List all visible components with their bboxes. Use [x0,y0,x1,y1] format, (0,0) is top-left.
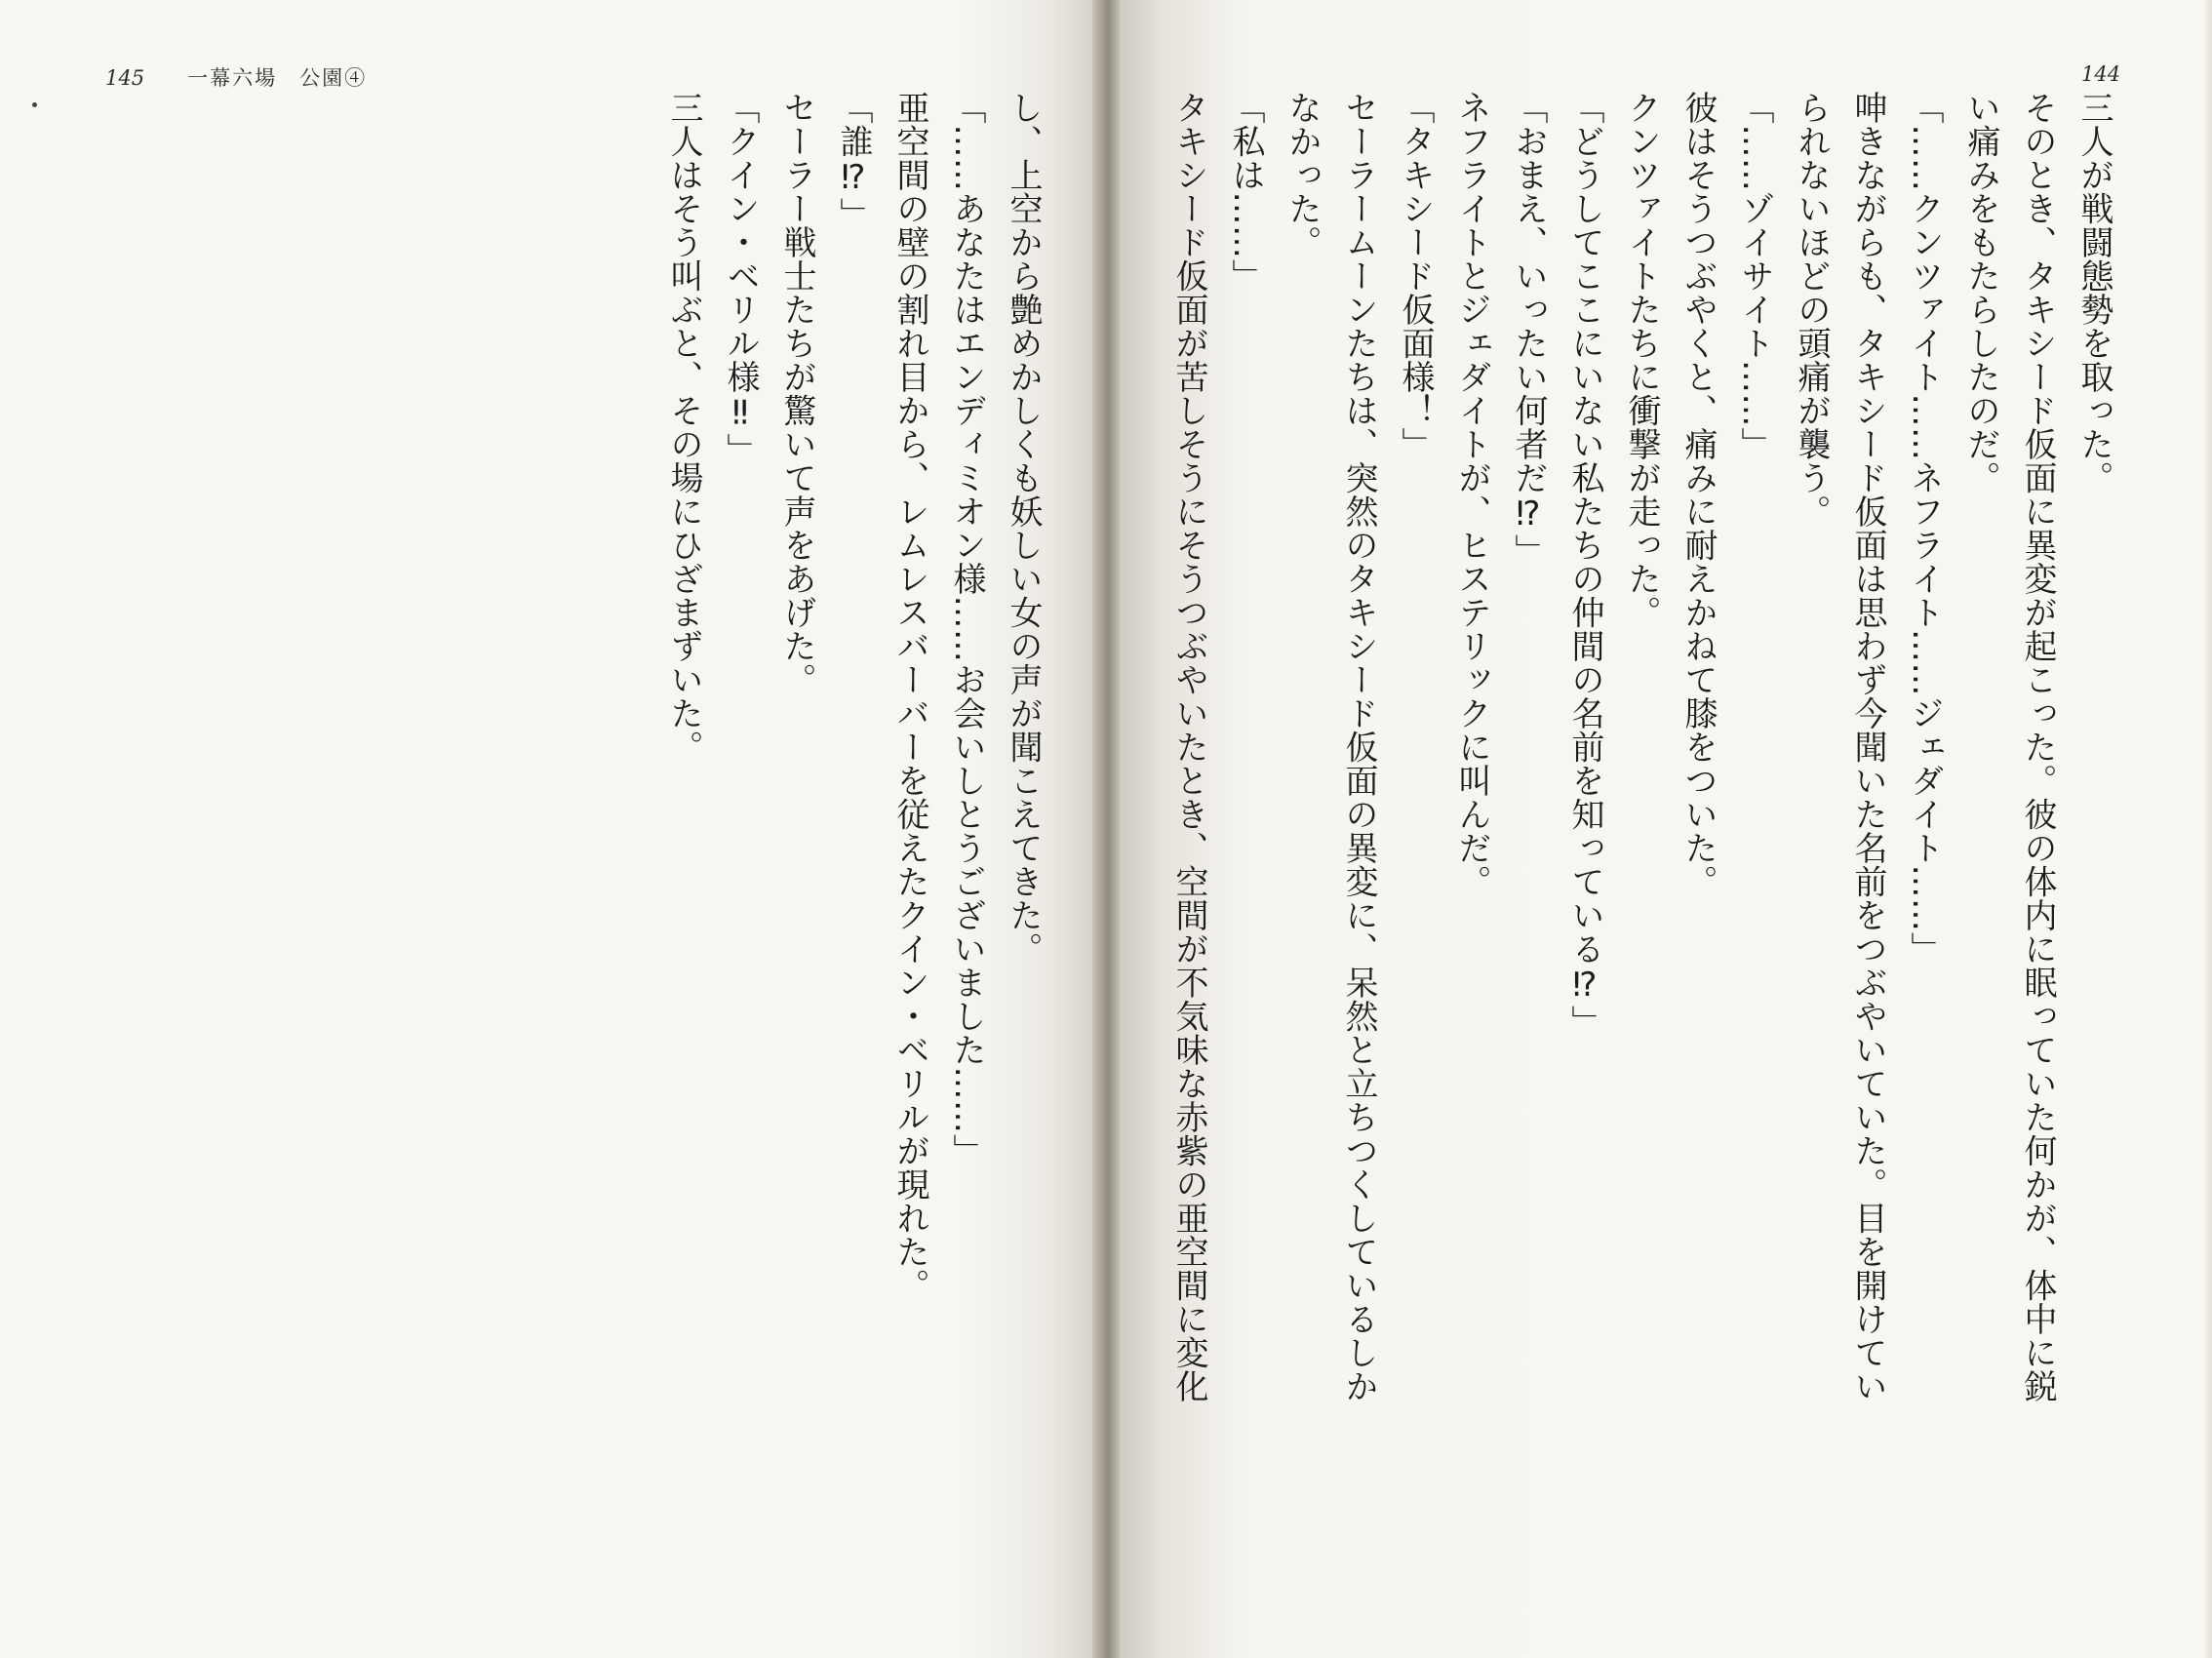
text-line: セーラー戦士たちが驚いて声をあげた。 [777,91,816,696]
text-line: セーラームーンたちは、突然のタキシード仮面の異変に、呆然と立ちつくしているしか [1339,91,1378,1403]
text-line: 「……ゾイサイト……」 [1735,91,1774,461]
text-line: タキシード仮面が苦しそうにそうつぶやいたとき、空間が不気味な赤紫の亜空間に変化 [1169,91,1208,1403]
text-line: 三人が戦闘態勢を取った。 [2074,91,2113,494]
text-line: 「タキシード仮面様！」 [1396,91,1435,461]
text-line: なかった。 [1283,91,1322,259]
text-line: 「私は……」 [1226,91,1265,293]
text-line: い痛みをもたらしたのだ。 [1961,91,2000,494]
text-line: 「クイン・ベリル様‼」 [721,91,760,467]
scan-speck [32,102,37,107]
text-line: 呻きながらも、タキシード仮面は思わず今聞いた名前をつぶやいていた。目を開けてい [1848,91,1887,1403]
text-line: 彼はそうつぶやくと、痛みに耐えかねて膝をついた。 [1679,91,1718,898]
text-line: 「……クンツァイト……ネフライト……ジェダイト……」 [1905,91,1944,966]
text-line: ネフライトとジェダイトが、ヒステリックに叫んだ。 [1452,91,1491,898]
text-line: 「……あなたはエンディミオン様……お会いしとうございました……」 [947,91,986,1167]
running-title: 一幕六場 公園④ [187,66,368,90]
text-line: 三人はそう叫ぶと、その場にひざまずいた。 [664,91,703,764]
page-edge [2204,0,2212,1658]
left-page-body [644,91,1051,1554]
right-page-header [2081,62,2120,86]
text-line: 「誰⁉」 [834,91,873,231]
text-line: 「どうしてここにいない私たちの仲間の名前を知っている⁉」 [1565,91,1604,1039]
left-page-number: 145 [105,66,145,90]
right-page-body [1169,91,2122,1554]
text-line: 「おまえ、いったい何者だ⁉」 [1509,91,1548,568]
text-line: し、上空から艶めかしくも妖しい女の声が聞こえてきた。 [1004,91,1043,966]
text-line: そのとき、タキシード仮面に異変が起こった。彼の体内に眠っていた何かが、体中に鋭 [2018,91,2057,1403]
right-page-number: 144 [2081,62,2121,86]
text-line: られないほどの頭痛が襲う。 [1792,91,1831,529]
text-line: 亜空間の壁の割れ目から、レムレスバーバーを従えたクイン・ベリルが現れた。 [890,91,929,1302]
text-line: クンツァイトたちに衝撃が走った。 [1622,91,1661,629]
left-page-header [105,62,367,92]
book-gutter [1092,0,1120,1658]
